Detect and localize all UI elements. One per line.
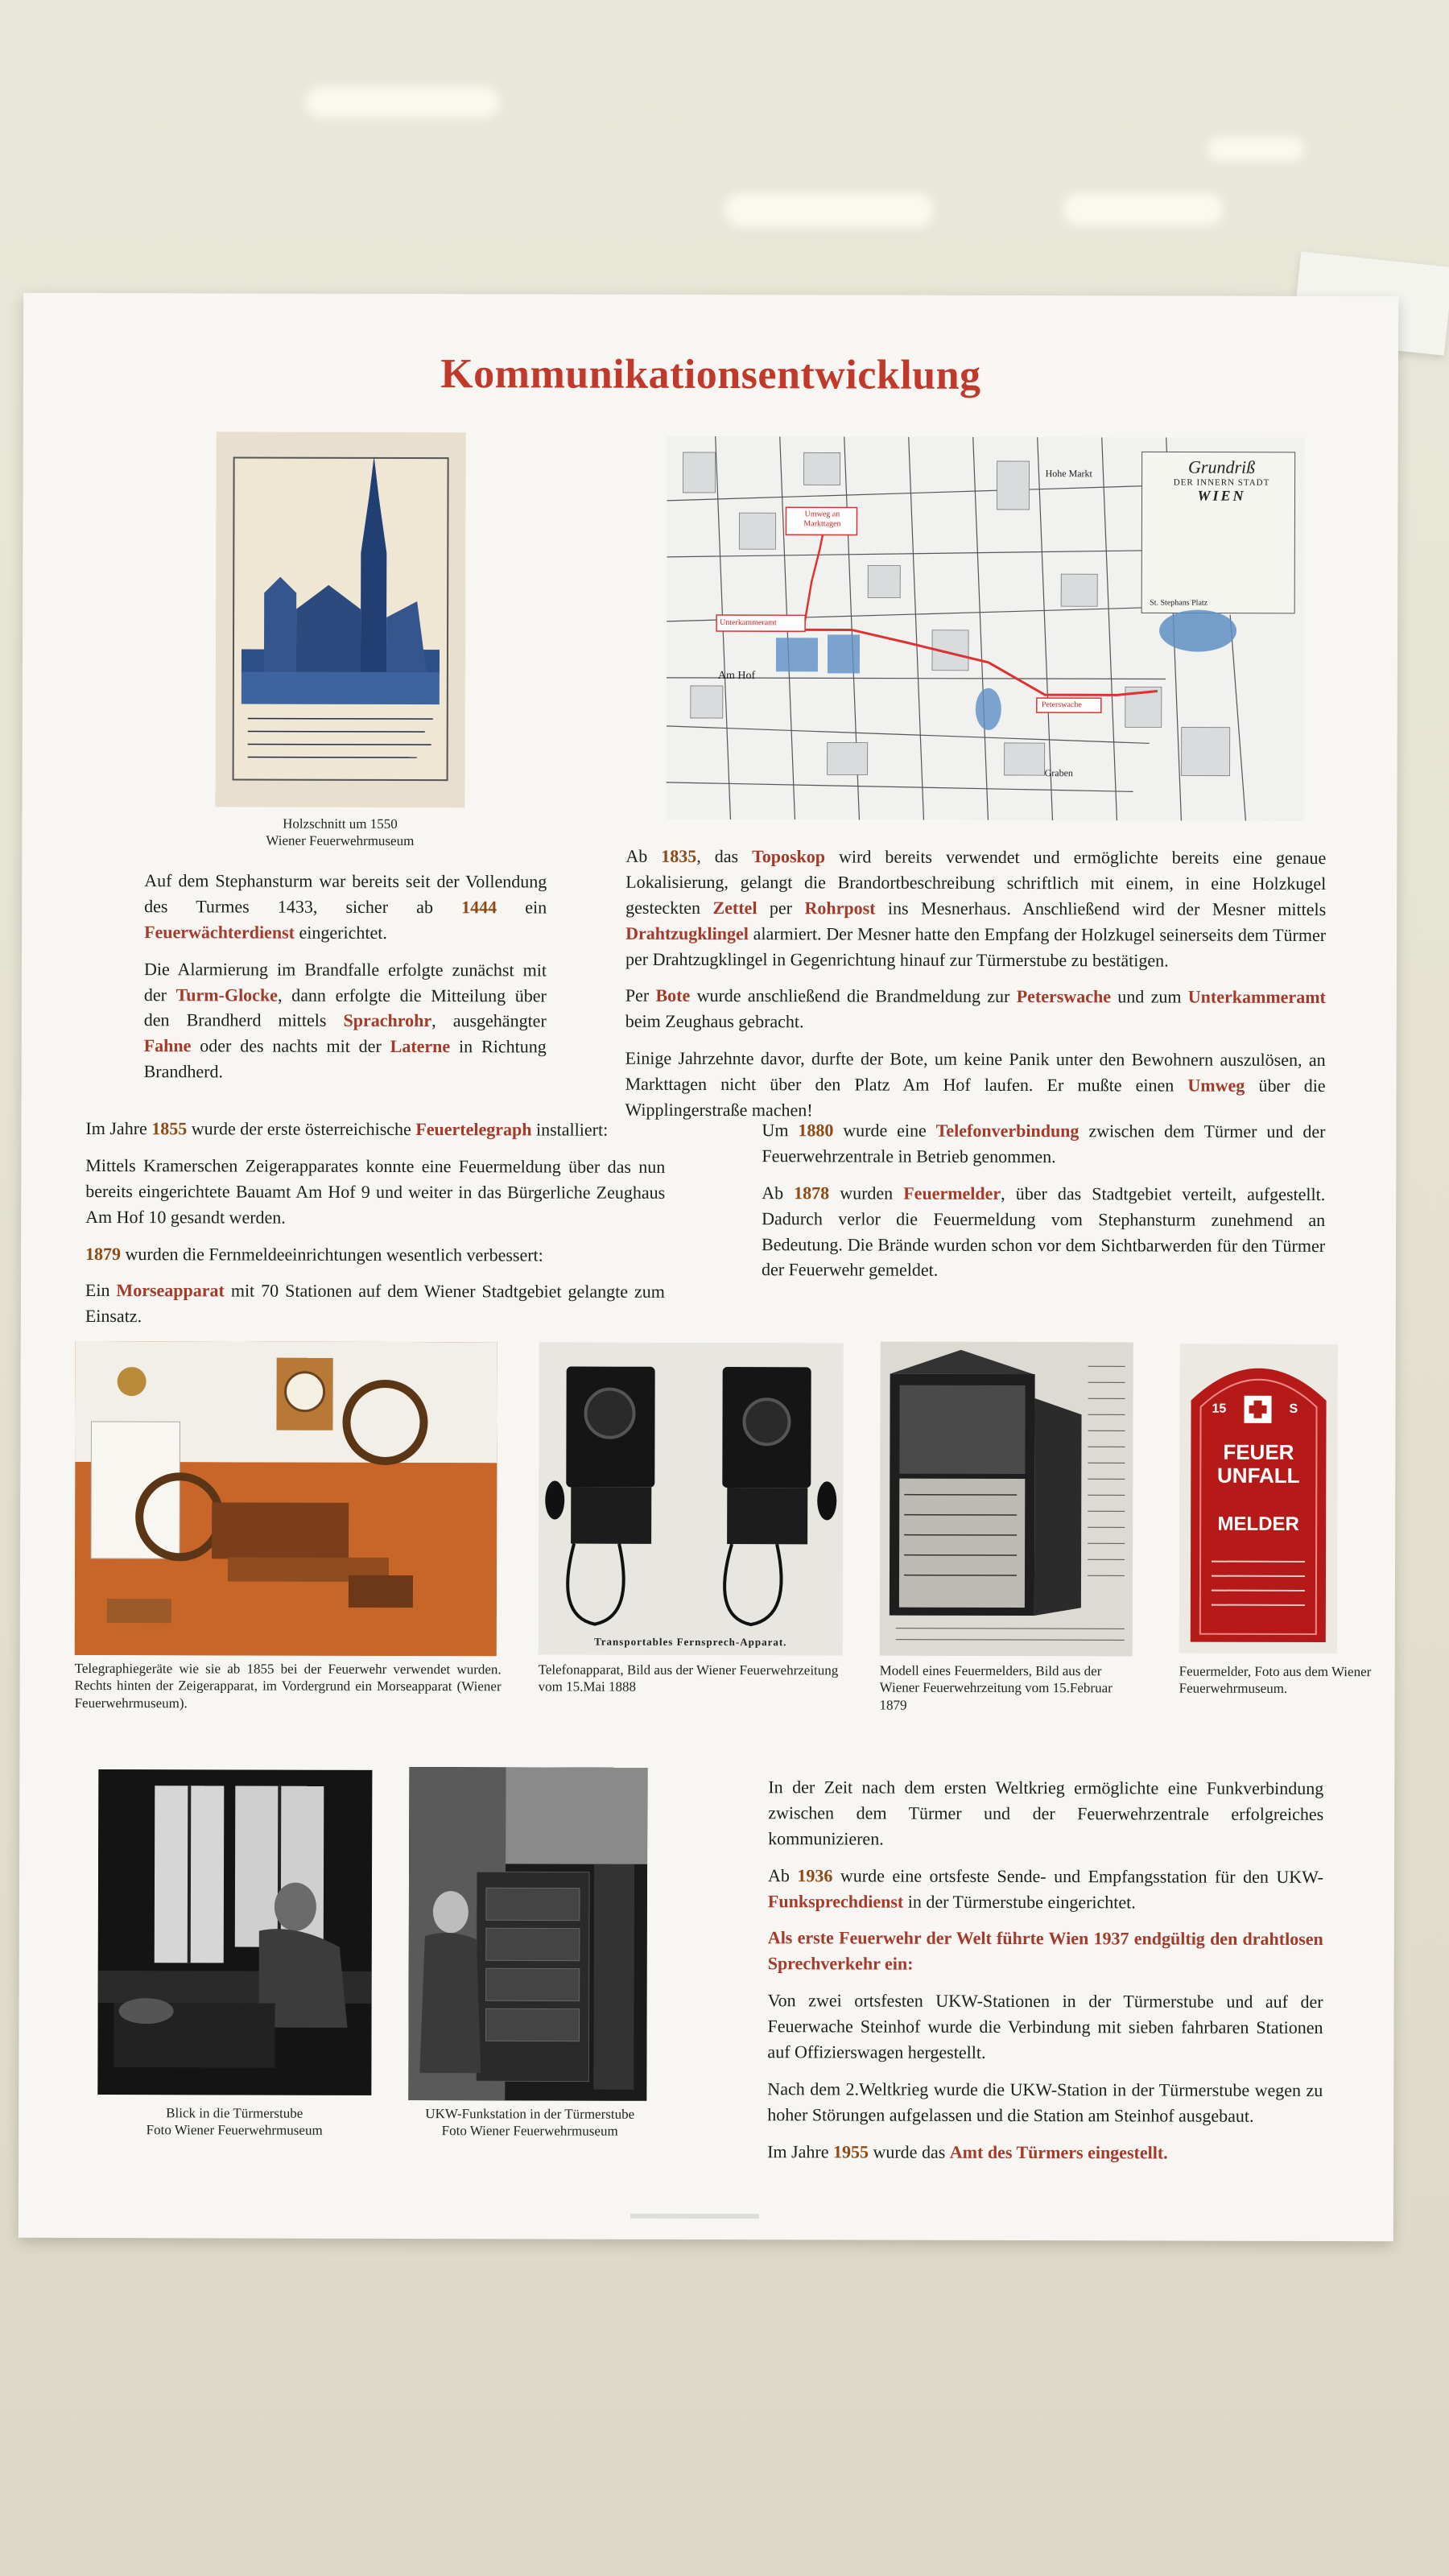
funk-text: In der Zeit nach dem ersten Weltkrieg ermöglichte eine Funkverbindung zwischen dem Türmer und der Feuerwehrzentrale erfolgreiches kommunizieren. Ab 1936 wurde eine ortsfeste Sende- und Empfangsstation für den UKW-Funksprechdienst in der Türmerstube eingerichtet. Als erste Feuerwehr der Welt führte Wien 1937 endgültig den drahtlosen Sprechverkehr ein: Von zwei ortsfesten UKW-Stationen in der Türmerstube und auf der Feuerwache Steinhof wurde die Verbindung mit sieben fahrbaren Stationen auf Offizierswagen hergestellt. Nach dem 2.Weltkrieg wurde die UKW-Station in der Türmerstube wegen zu hoher Störungen aufgelassen und die Station am Steinhof ausgebaut. Im Jahre 1955 wurde das Amt des Türmers eingestellt. xyxy=(767,1777,1324,2163)
ceiling-light xyxy=(724,193,934,227)
telefon-caption: Telefonapparat, Bild aus der Wiener Feuerwehrzeitung vom 15.Mai 1888 xyxy=(538,1662,839,1695)
feuermelder-number: 15 xyxy=(1212,1402,1227,1416)
telegraph-photo xyxy=(75,1341,497,1656)
stephansturm-text: Auf dem Stephansturm war bereits seit der Vollendung des Turmes 1433, sicher ab 1444 ein Feuerwächterdienst eingerichtet. Die Alarmierung im Brandfalle erfolgte zunächst mit der Turm-Glocke, dann erfolgte die Mitteilung über den Brandherd mittels Sprachrohr, ausgehängter Fahne oder des nachts mit der Laterne in Richtung Brandherd. xyxy=(143,870,547,1082)
vienna-map xyxy=(666,436,1304,821)
poster-title: Kommunikationsentwicklung xyxy=(440,351,981,398)
modell-image xyxy=(880,1342,1133,1657)
footer-mark xyxy=(630,2214,759,2219)
map-label-hohe-markt: Hohe Markt xyxy=(1045,468,1092,480)
feuermelder-sign-text: FEUER UNFALL MELDER xyxy=(1217,1439,1300,1536)
map-label-graben: Graben xyxy=(1044,767,1073,779)
telegraph-text: Im Jahre 1855 wurde der erste österreichische Feuertelegraph installiert: Mittels Kramerschen Zeigerapparates konnte eine Feuermeldung über das nun bereits eingerichtete Bauamt Am Hof 9 und weiter in das Bürgerliche Zeughaus Am Hof 10 gesandt werden. 1879 wurden die Fernmeldeeinrichtungen wesentlich verbessert: Ein Morseapparat mit 70 Stationen auf dem Wiener Stadtgebiet gelangte zum Einsatz. xyxy=(85,1117,666,1327)
tuermerstube-caption: Blick in die Türmerstube Foto Wiener Feuerwehrmuseum xyxy=(146,2105,323,2138)
feuermelder-photo xyxy=(1179,1344,1338,1654)
holzschnitt-caption: Holzschnitt um 1550 Wiener Feuerwehrmuseum xyxy=(266,815,415,849)
ceiling-light xyxy=(306,87,499,118)
telefon-image xyxy=(539,1342,844,1655)
telegraph-caption: Telegraphiegeräte wie sie ab 1855 bei der Feuerwehr verwendet wurden. Rechts hinten der Zeigerapparat, im Vordergrund ein Morseapparat (Wiener Feuerwehrmuseum). xyxy=(74,1660,502,1711)
map-label-stephansplatz: St. Stephans Platz xyxy=(1150,598,1208,608)
holzschnitt-image xyxy=(215,431,465,807)
toposkop-text: Ab 1835, das Toposkop wird bereits verwendet und ermöglichte bereits eine genaue Lokalisierung, gelangt die Brandortbeschreibung schriftlich mit einem, in eine Holzkugel gesteckten Zettel per Rohrpost ins Mesnerhaus. Anschließend wird der Mesner mittels Drahtzugklingel alarmiert. Der Mesner hatte den Empfang der Holzkugel seinerseits dem Türmer per Drahtzugklingel in Gegenrichtung hinauf zur Türmerstube zu bestätigen. Per Bote wurde anschließend die Brandmeldung zur Peterswache und zum Unterkammeramt beim Zeughaus gebracht. Einige Jahrzehnte davor, durfte der Bote, um keine Panik unter den Bewohnern auszulösen, an Markttagen nicht über den Platz Am Hof laufen. Er mußte einen Umweg über die Wipplingerstraße machen! xyxy=(625,845,1327,1121)
map-label-unterkammeramt: Unterkammeramt xyxy=(720,618,777,628)
exhibition-poster xyxy=(19,293,1398,2241)
map-heading: Grundriß DER INNERN STADT WIEN xyxy=(1173,456,1270,504)
map-label-umweg: Umweg an Markttagen xyxy=(803,510,841,528)
ukw-caption: UKW-Funkstation in der Türmerstube Foto Wiener Feuerwehrmuseum xyxy=(425,2106,635,2139)
ceiling-light xyxy=(1063,193,1224,225)
map-label-amhof: Am Hof xyxy=(717,670,756,683)
ukw-photo xyxy=(408,1767,647,2101)
feuermelder-letter: S xyxy=(1289,1402,1298,1416)
feuermelder-caption: Feuermelder, Foto aus dem Wiener Feuerwehrmuseum. xyxy=(1179,1663,1372,1697)
modell-caption: Modell eines Feuermelders, Bild aus der Wiener Feuerwehrzeitung vom 15.Februar 1879 xyxy=(879,1662,1113,1713)
tuermerstube-photo xyxy=(97,1769,372,2095)
map-label-peterswache: Peterswache xyxy=(1041,700,1082,710)
telefon-inner-label: Transportables Fernsprech-Apparat. xyxy=(594,1635,787,1649)
ceiling-light xyxy=(1208,137,1304,161)
telefon-text: Um 1880 wurde eine Telefonverbindung zwischen dem Türmer und der Feuerwehrzentrale in Betrieb genommen. Ab 1878 wurden Feuermelder, über das Stadtgebiet verteilt, aufgestellt. Dadurch verlor die Feuermeldung vom Stephansturm zunehmend an Bedeutung. Die Brände wurden schon vor dem Sichtbarwerden für den Türmer der Feuerwehr gemeldet. xyxy=(761,1120,1326,1281)
